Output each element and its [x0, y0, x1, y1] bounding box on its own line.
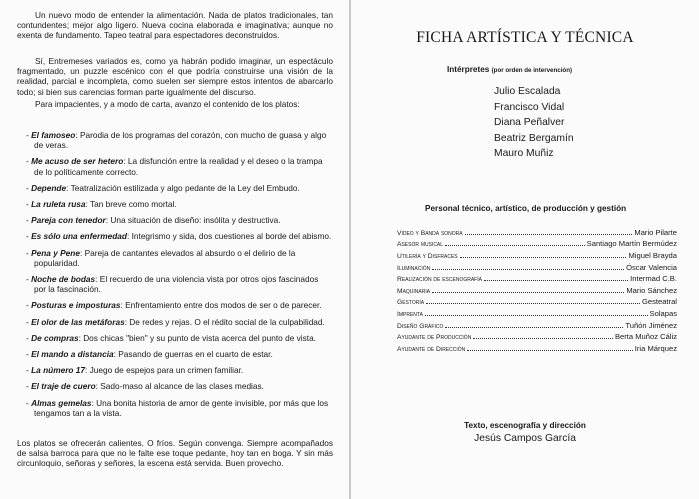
- dish-item: - De compras: Dos chicas "bien" y su punto de vista acerca del punto de vista.: [26, 332, 316, 343]
- dish-desc: : Juego de espejos para un crimen familiar.: [85, 365, 244, 376]
- leader-dots: [426, 303, 640, 304]
- dish-name: El mando a distancia: [31, 349, 114, 360]
- dish-desc: : Pareja de cantantes elevados al absurdo o el delirio de la popularidad.: [34, 247, 296, 268]
- staff-role: Diseño Gráfico: [397, 322, 444, 330]
- staff-list: [397, 225, 677, 353]
- dish-desc: : Una situación de diseño: insólita y destructiva.: [105, 215, 281, 226]
- cast-heading: [447, 65, 572, 74]
- cast-member: Diana Peñalver: [494, 117, 565, 128]
- staff-name: Gesteatral: [641, 297, 677, 307]
- cast-member: Mauro Muñiz: [494, 148, 554, 159]
- staff-row: [397, 306, 677, 318]
- dish-name: El traje de cuero: [31, 381, 96, 392]
- dish-desc: : Parodia de los programas del corazón, con mucho de guasa y algo de veras.: [34, 130, 327, 151]
- cast-heading-note: (por orden de intervención): [491, 67, 573, 74]
- credit-heading: Texto, escenografía y dirección: [464, 421, 586, 430]
- dish-desc: : Sado-maso al alcance de las clases medias.: [95, 381, 264, 392]
- dish-name: Es sólo una enfermedad: [31, 231, 127, 242]
- staff-row: [397, 341, 677, 353]
- dish-item: - Almas gemelas: Una bonita historia de amor de gente invisible, por más que los tengamos tan a la vista.: [26, 397, 329, 418]
- dish-item: - El famoseo: Parodia de los programas del corazón, con mucho de guasa y algo de veras.: [26, 130, 327, 151]
- dish-item: - El mando a distancia: Pasando de guerras en el cuarto de estar.: [26, 349, 273, 360]
- staff-row: [397, 272, 677, 284]
- dish-name: La número 17: [31, 365, 86, 376]
- dish-desc: : De redes y rejas. O el rédito social de la culpabilidad.: [124, 316, 325, 327]
- staff-row: [397, 237, 677, 249]
- staff-row: [397, 330, 677, 342]
- dish-name: De compras: [31, 332, 79, 343]
- dish-desc: : Teatralización estilizada y algo pedante de la Ley del Embudo.: [66, 182, 300, 193]
- leader-dots: [432, 292, 624, 293]
- staff-row: [397, 248, 677, 260]
- staff-role: Gestoría: [397, 299, 425, 307]
- leader-dots: [484, 280, 628, 281]
- staff-heading: Personal técnico, artístico, de producción y gestión: [425, 204, 627, 213]
- leader-dots: [465, 234, 633, 235]
- dish-desc: : Pasando de guerras en el cuarto de estar.: [113, 349, 273, 360]
- closing-paragraph: Los platos se ofrecerán calientes. O fríos. Según convenga. Siempre acompañados de salsa barroca para que no le falte ese toque pedante, hoy tan en boga. Y sin más circunloquio, señoras y señores, la escena está servida. Buen provecho.: [17, 438, 333, 469]
- dish-item: - La número 17: Juego de espejos para un crimen familiar.: [26, 365, 244, 376]
- staff-name: Iria Márquez: [634, 344, 677, 354]
- staff-row: [397, 295, 677, 307]
- dish-item: - Es sólo una enfermedad: Integrismo y sida, dos cuestiones al borde del abismo.: [26, 231, 332, 242]
- leader-dots: [425, 315, 648, 316]
- leader-dots: [467, 350, 632, 351]
- staff-role: Imprenta: [397, 311, 423, 319]
- staff-name: Óscar Valencia: [626, 262, 677, 272]
- staff-role: Realización de escenografía: [397, 276, 482, 284]
- staff-name: Mario Sánchez: [626, 285, 677, 295]
- dish-name: Pena y Pene: [31, 247, 80, 258]
- intro-paragraph-3: Para impacientes, y a modo de carta, avanzo el contenido de los platos:: [35, 99, 300, 109]
- dish-desc: : Enfrentamiento entre dos modos de ser o de parecer.: [120, 300, 322, 311]
- leader-dots: [460, 257, 627, 258]
- staff-role: Ayudante de Dirección: [397, 346, 466, 354]
- cast-member: Beatriz Bergamín: [494, 132, 574, 144]
- cast-member: Francisco Vidal: [494, 101, 565, 113]
- dish-item: - El olor de las metáforas: De redes y rejas. O el rédito social de la culpabilidad.: [26, 316, 325, 327]
- dish-item: - Pareja con tenedor: Una situación de diseño: insólita y destructiva.: [26, 215, 281, 226]
- staff-row: [397, 260, 677, 272]
- staff-name: Miguel Brayda: [628, 250, 677, 260]
- credit-name: Jesús Campos García: [474, 433, 576, 444]
- dish-item: - Me acuso de ser hetero: La disfunción entre la realidad y el deseo o la trampa de lo políticamente correcto.: [26, 156, 323, 177]
- dish-name: El famoseo: [31, 130, 76, 140]
- leader-dots: [473, 338, 613, 339]
- staff-role: Utilería y Disfraces: [397, 252, 458, 260]
- dish-name: Depende: [31, 182, 67, 193]
- staff-role: Asesor musical: [397, 241, 444, 249]
- staff-name: Tuñón Jiménez: [625, 320, 677, 330]
- dish-desc: : Tan breve como mortal.: [85, 199, 177, 210]
- dish-item: - El traje de cuero: Sado-maso al alcance de las clases medias.: [26, 381, 264, 392]
- right-page: [351, 0, 699, 499]
- staff-row: [397, 225, 677, 237]
- dish-name: Me acuso de ser hetero: [31, 156, 124, 167]
- dish-name: Posturas e imposturas: [31, 300, 121, 311]
- leader-dots: [432, 269, 624, 270]
- dish-desc: : Una bonita historia de amor de gente invisible, por más que los tengamos tan a la vista.: [34, 397, 329, 418]
- dish-item: - Depende: Teatralización estilizada y algo pedante de la Ley del Embudo.: [26, 182, 300, 193]
- dish-name: El olor de las metáforas: [31, 316, 125, 327]
- dish-name: Almas gemelas: [31, 397, 92, 408]
- staff-name: Mario Pilarte: [634, 227, 677, 237]
- dish-item: - Posturas e imposturas: Enfrentamiento entre dos modos de ser o de parecer.: [26, 300, 322, 311]
- cast-member: Julio Escalada: [494, 86, 561, 97]
- leader-dots: [445, 327, 623, 328]
- cast-list: [494, 84, 614, 162]
- dish-item: - La ruleta rusa: Tan breve como mortal.: [26, 199, 177, 210]
- dish-name: La ruleta rusa: [31, 199, 86, 210]
- leader-dots: [445, 245, 585, 246]
- dish-desc: : Integrismo y sida, dos cuestiones al borde del abismo.: [126, 231, 332, 242]
- staff-role: Maquinaria: [397, 287, 431, 295]
- staff-name: Santiago Martín Bermúdez: [586, 239, 677, 249]
- staff-name: Solapas: [649, 309, 677, 319]
- staff-row: [397, 318, 677, 330]
- dish-list: [26, 130, 332, 424]
- dish-name: Noche de bodas: [31, 274, 96, 285]
- dish-name: Pareja con tenedor: [31, 215, 106, 226]
- dish-desc: : La disfunción entre la realidad y el deseo o la trampa de lo políticamente correcto.: [34, 156, 323, 177]
- cast-heading-label: Intérpretes: [447, 65, 490, 74]
- dish-item: - Pena y Pene: Pareja de cantantes elevados al absurdo o el delirio de la popularidad.: [26, 247, 296, 268]
- staff-name: Intermad C.B.: [630, 274, 677, 284]
- staff-role: Ayudante de Producción: [397, 334, 472, 342]
- left-page: [0, 0, 349, 499]
- page-title: FICHA ARTÍSTICA Y TÉCNICA: [416, 29, 634, 46]
- staff-role: Video y Banda sonora: [397, 229, 463, 237]
- intro-paragraph-1: Un nuevo modo de entender la alimentación. Nada de platos tradicionales, tan contundentes; mejor algo ligero. Nueva cocina elaborada e imaginativa; aunque no exenta de fundamento. Tapeo teatral para espectadores deconstruidos.: [17, 10, 333, 41]
- staff-name: Berta Muñoz Cáliz: [614, 332, 677, 342]
- staff-row: [397, 283, 677, 295]
- staff-role: Iluminación: [397, 264, 431, 272]
- dish-desc: : Dos chicas "bien" y su punto de vista acerca del punto de vista.: [78, 332, 316, 343]
- intro-paragraph-2: Sí, Entremeses variados es, como ya habrán podido imaginar, un espectáculo fragmentado, un puzzle escénico con el que podría construirse una visión de la realidad, parcial e incompleta, como suelen ser siempre estos intentos de abarcarlo todo; si bien sus carencias forman parte igualmente del discurso.: [17, 56, 333, 97]
- dish-item: - Noche de bodas: El recuerdo de una violencia vista por otros ojos fascinados por la fascinación.: [26, 274, 319, 295]
- dish-desc: : El recuerdo de una violencia vista por otros ojos fascinados por la fascinación.: [34, 274, 319, 295]
